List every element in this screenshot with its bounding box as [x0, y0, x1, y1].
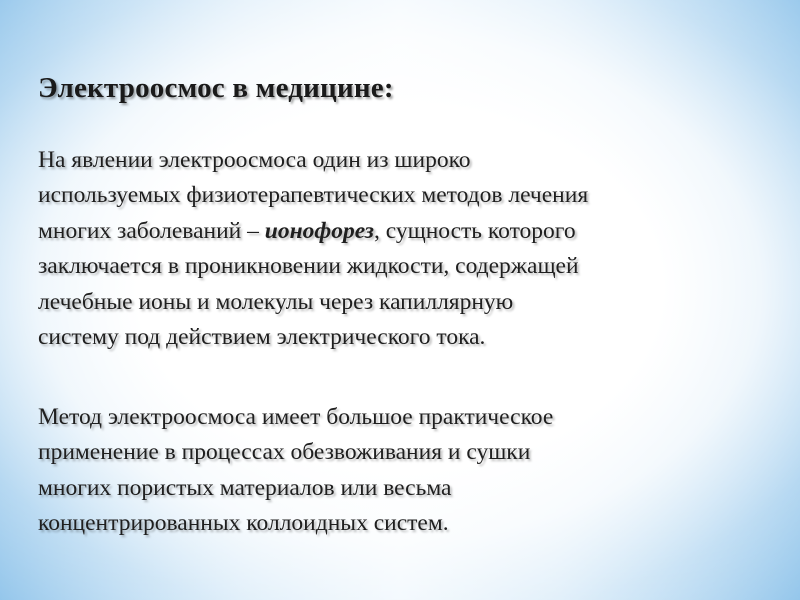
paragraph-line: лечебные ионы и молекулы через капиллярную [38, 288, 514, 315]
paragraph-line [38, 214, 778, 249]
paragraph-line: используемых физиотерапевтических методов лечения [38, 182, 589, 209]
line-text: , сущность которого [373, 217, 576, 244]
line-text: многих заболеваний – [38, 217, 265, 244]
paragraph-line: концентрированных коллоидных систем. [38, 510, 449, 537]
paragraph-line: заключается в проникновении жидкости, содержащей [38, 253, 579, 280]
paragraph-ionophoresis [38, 143, 778, 355]
paragraph-line: На явлении электроосмоса один из широко [38, 147, 471, 173]
slide-title: Электроосмос в медицине: [38, 72, 394, 104]
emphasized-term: ионофорез [264, 217, 374, 244]
paragraph-line: Метод электроосмоса имеет большое практическое [38, 404, 554, 430]
paragraph-line: систему под действием электрического тока. [38, 324, 486, 351]
paragraph-applications [38, 400, 778, 542]
paragraph-line: многих пористых материалов или весьма [38, 474, 452, 501]
paragraph-line: применение в процессах обезвоживания и сушки [38, 439, 531, 466]
